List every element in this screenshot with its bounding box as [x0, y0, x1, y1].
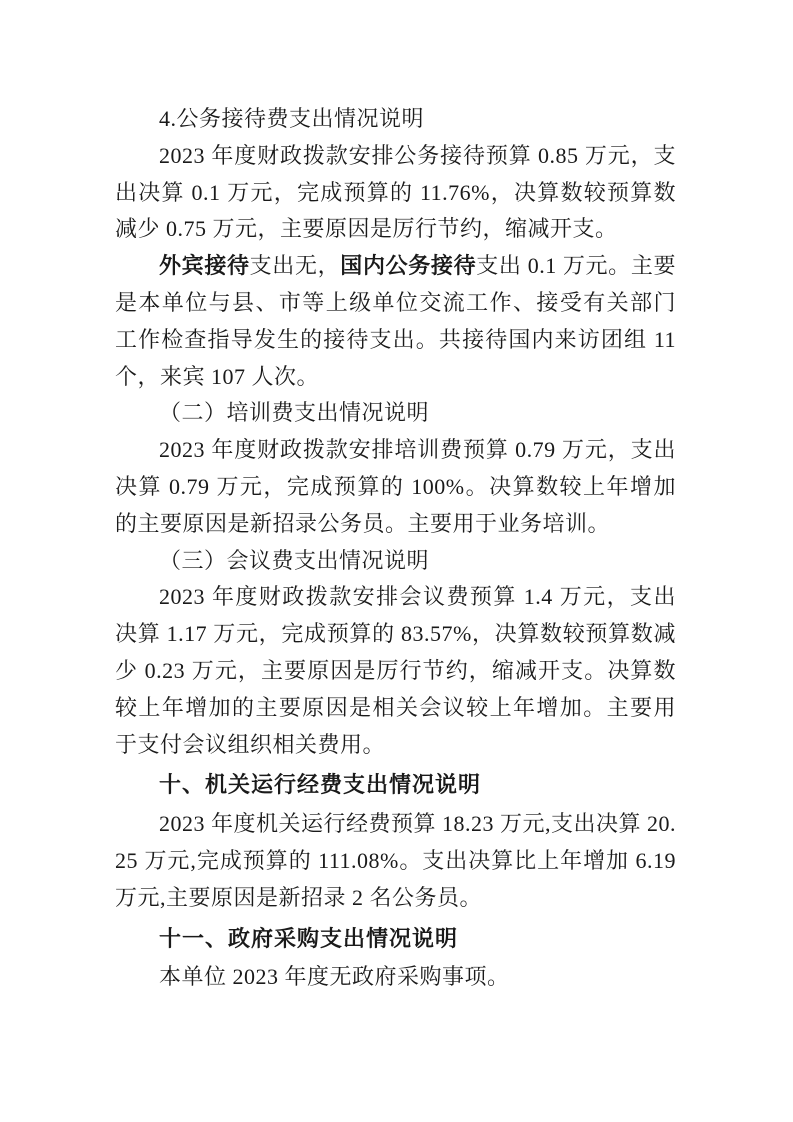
- paragraph-text: [115, 248, 676, 395]
- paragraph-text: [115, 959, 676, 996]
- document-content: [115, 101, 676, 996]
- paragraph-text: [115, 806, 676, 916]
- text-run: 2023 年度机关运行经费预算 18.23 万元,支出决算 20.25 万元,完成预算的 111.08%。支出决算比上年增加 6.19 万元,主要原因是新招录 2 名公务员。: [115, 811, 677, 910]
- section-heading: 十、机关运行经费支出情况说明: [159, 772, 482, 798]
- bold-text-run: 国内公务接待: [340, 253, 477, 279]
- text-run: 2023 年度财政拨款安排会议费预算 1.4 万元，支出决算 1.17 万元，完成预算的 83.57%，决算数较预算数减少 0.23 万元，主要原因是厉行节约，缩减开支。决算数较上年增加的主要原因是相关会议较上年增加。主要用于支付会议组织相关费用。: [115, 584, 676, 757]
- paragraph-text: [115, 579, 676, 763]
- sub-section-heading: 4.公务接待费支出情况说明: [159, 106, 425, 131]
- bold-text-run: 外宾接待: [159, 253, 250, 279]
- paragraph-text: [115, 432, 676, 542]
- text-run: 本单位 2023 年度无政府采购事项。: [159, 964, 510, 990]
- paragraph-text: [115, 138, 676, 248]
- text-run: 支出无，: [249, 253, 341, 279]
- text-run: 支出 0.1 万元。主要是本单位与县、市等上级单位交流工作、接受有关部门工作检查指导发生的接待支出。共接待国内来访团组 11 个，来宾 107 人次。: [115, 253, 676, 389]
- section-heading: 十一、政府采购支出情况说明: [159, 925, 459, 951]
- text-run: 2023 年度财政拨款安排公务接待预算 0.85 万元，支出决算 0.1 万元，完成预算的 11.76%，决算数较预算数减少 0.75 万元，主要原因是厉行节约，缩减开支。: [115, 142, 676, 242]
- text-run: 2023 年度财政拨款安排培训费预算 0.79 万元，支出决算 0.79 万元，完成预算的 100%。决算数较上年增加的主要原因是新招录公务员。主要用于业务培训。: [115, 437, 676, 536]
- sub-section-heading: （二）培训费支出情况说明: [159, 400, 430, 426]
- sub-section-heading: （三）会议费支出情况说明: [159, 547, 430, 573]
